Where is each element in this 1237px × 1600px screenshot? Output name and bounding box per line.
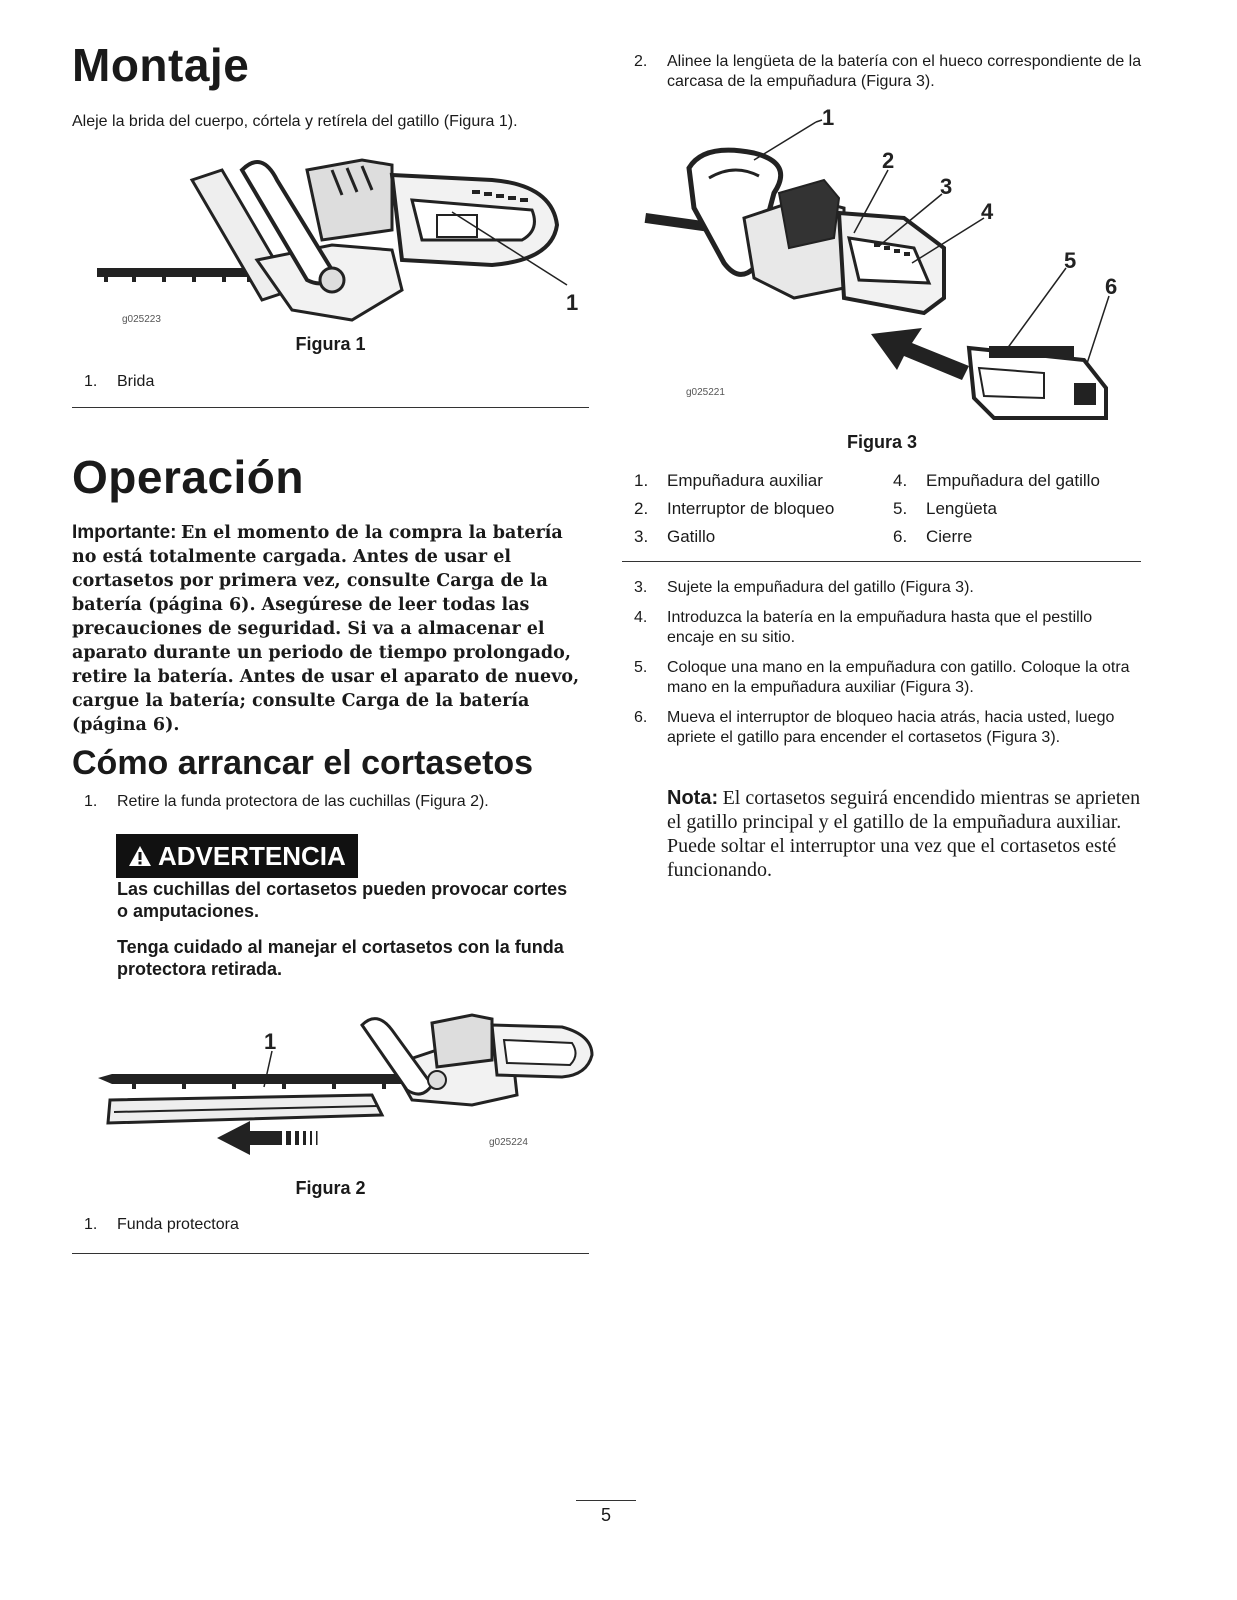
warning-line-1: Las cuchillas del cortasetos pueden provocar cortes o amputaciones. xyxy=(117,879,568,921)
warning-banner xyxy=(116,834,358,878)
step-text: Retire la funda protectora de las cuchillas (Figura 2). xyxy=(117,793,489,810)
divider xyxy=(622,561,1141,562)
legend-item xyxy=(84,372,154,392)
footer-rule xyxy=(576,1500,636,1501)
step-num: 3. xyxy=(634,579,648,596)
arrancar-title: Cómo arrancar el cortasetos xyxy=(72,744,534,782)
legend-num: 4. xyxy=(893,471,908,490)
legend-item xyxy=(634,498,893,519)
warning-line-2: Tenga cuidado al manejar el cortasetos con la funda protectora retirada. xyxy=(117,937,564,979)
legend-label: Funda protectora xyxy=(117,1216,239,1233)
legend-item xyxy=(893,498,1142,519)
note xyxy=(667,786,1142,882)
legend-item xyxy=(634,470,893,491)
legend-num: 1. xyxy=(634,471,649,490)
divider xyxy=(72,407,589,408)
figure-3-code: g025221 xyxy=(686,387,725,398)
step-text: Mueva el interruptor de bloqueo hacia atrás, hacia usted, luego apriete el gatillo para encender el cortasetos (Figura 3). xyxy=(667,709,1115,746)
figure-3-legend xyxy=(634,470,1142,547)
callout-4: 4 xyxy=(981,199,994,224)
figure-1-illustration xyxy=(92,140,579,335)
warning-triangle-icon xyxy=(128,845,152,867)
step-num: 4. xyxy=(634,609,648,626)
callout-5: 5 xyxy=(1064,248,1077,273)
legend-label: Cierre xyxy=(926,527,973,546)
important-text: En el momento de la compra la batería no está totalmente cargada. Antes de usar el cortasetos por primera vez, consulte Carga de la batería (página 6). Asegúrese de leer todas las precauciones de seguridad. Si va a almacenar el aparato durante un periodo de tiempo prolongado, retire la batería. Antes de usar el aparato de nuevo, cargue la batería; consulte Carga de la batería (página 6). xyxy=(72,523,580,735)
legend-label: Brida xyxy=(117,373,155,390)
legend-num: 1. xyxy=(84,1216,98,1233)
legend-item xyxy=(634,526,893,547)
figure-1-caption: Figura 1 xyxy=(295,334,366,354)
step-item xyxy=(634,708,1142,748)
warning-label: ADVERTENCIA xyxy=(158,840,346,871)
step-item xyxy=(634,578,1142,598)
legend-label: Lengüeta xyxy=(926,499,997,518)
figure-1-code: g025223 xyxy=(122,314,161,325)
callout-2: 2 xyxy=(882,148,895,173)
important-notice xyxy=(72,521,589,737)
legend-item xyxy=(893,526,1142,547)
step-num: 2. xyxy=(634,53,648,70)
note-text: El cortasetos seguirá encendido mientras se aprieten el gatillo principal y el gatillo de la empuñadura auxiliar. Puede soltar el interruptor una vez que el cortasetos esté funcionando. xyxy=(667,787,1141,881)
callout-3: 3 xyxy=(940,174,953,199)
legend-num: 6. xyxy=(893,527,908,546)
step-item xyxy=(634,608,1142,648)
arrancar-steps xyxy=(84,792,589,812)
step-num: 1. xyxy=(84,793,98,810)
step-text: Introduzca la batería en la empuñadura hasta que el pestillo encaje en su sitio. xyxy=(667,609,1093,646)
legend-num: 5. xyxy=(893,499,908,518)
legend-item xyxy=(893,470,1142,491)
figure-1-legend xyxy=(84,372,154,392)
callout-6: 6 xyxy=(1105,274,1118,299)
figure-2-code: g025224 xyxy=(489,1137,528,1148)
step-text: Sujete la empuñadura del gatillo (Figura 3). xyxy=(667,579,974,596)
figure-2-callout: 1 xyxy=(264,1029,277,1054)
callout-1: 1 xyxy=(822,105,835,130)
note-label: Nota: xyxy=(667,787,719,809)
step-text: Coloque una mano en la empuñadura con gatillo. Coloque la otra mano en la empuñadura auxiliar (Figura 3). xyxy=(667,659,1130,696)
step-item xyxy=(84,792,589,812)
legend-num: 1. xyxy=(84,373,98,390)
legend-num: 2. xyxy=(634,499,649,518)
montaje-title: Montaje xyxy=(72,39,250,91)
figure-3-caption: Figura 3 xyxy=(846,432,917,452)
step-item xyxy=(634,52,1142,92)
start-steps xyxy=(634,578,1142,758)
legend-label: Empuñadura auxiliar xyxy=(667,471,823,490)
figure-2-caption: Figura 2 xyxy=(295,1178,366,1198)
divider xyxy=(72,1253,589,1254)
step-text: Alinee la lengüeta de la batería con el hueco correspondiente de la carcasa de la empuñadura (Figura 3). xyxy=(667,53,1142,90)
montaje-intro: Aleje la brida del cuerpo, córtela y retírela del gatillo (Figura 1). xyxy=(72,113,518,130)
step-num: 5. xyxy=(634,659,648,676)
figure-2-illustration xyxy=(92,1005,582,1175)
step-item xyxy=(634,658,1142,698)
legend-label: Empuñadura del gatillo xyxy=(926,471,1100,490)
operacion-title: Operación xyxy=(72,451,305,503)
step-2 xyxy=(634,52,1142,92)
step-num: 6. xyxy=(634,709,648,726)
legend-item xyxy=(84,1215,239,1235)
legend-num: 3. xyxy=(634,527,649,546)
page-number: 5 xyxy=(600,1505,611,1525)
legend-label: Interruptor de bloqueo xyxy=(667,499,835,518)
important-label: Importante: xyxy=(72,522,177,543)
figure-1-callout: 1 xyxy=(566,290,579,315)
figure-2-legend xyxy=(84,1215,239,1235)
legend-label: Gatillo xyxy=(667,527,716,546)
figure-3-illustration xyxy=(644,98,1139,420)
